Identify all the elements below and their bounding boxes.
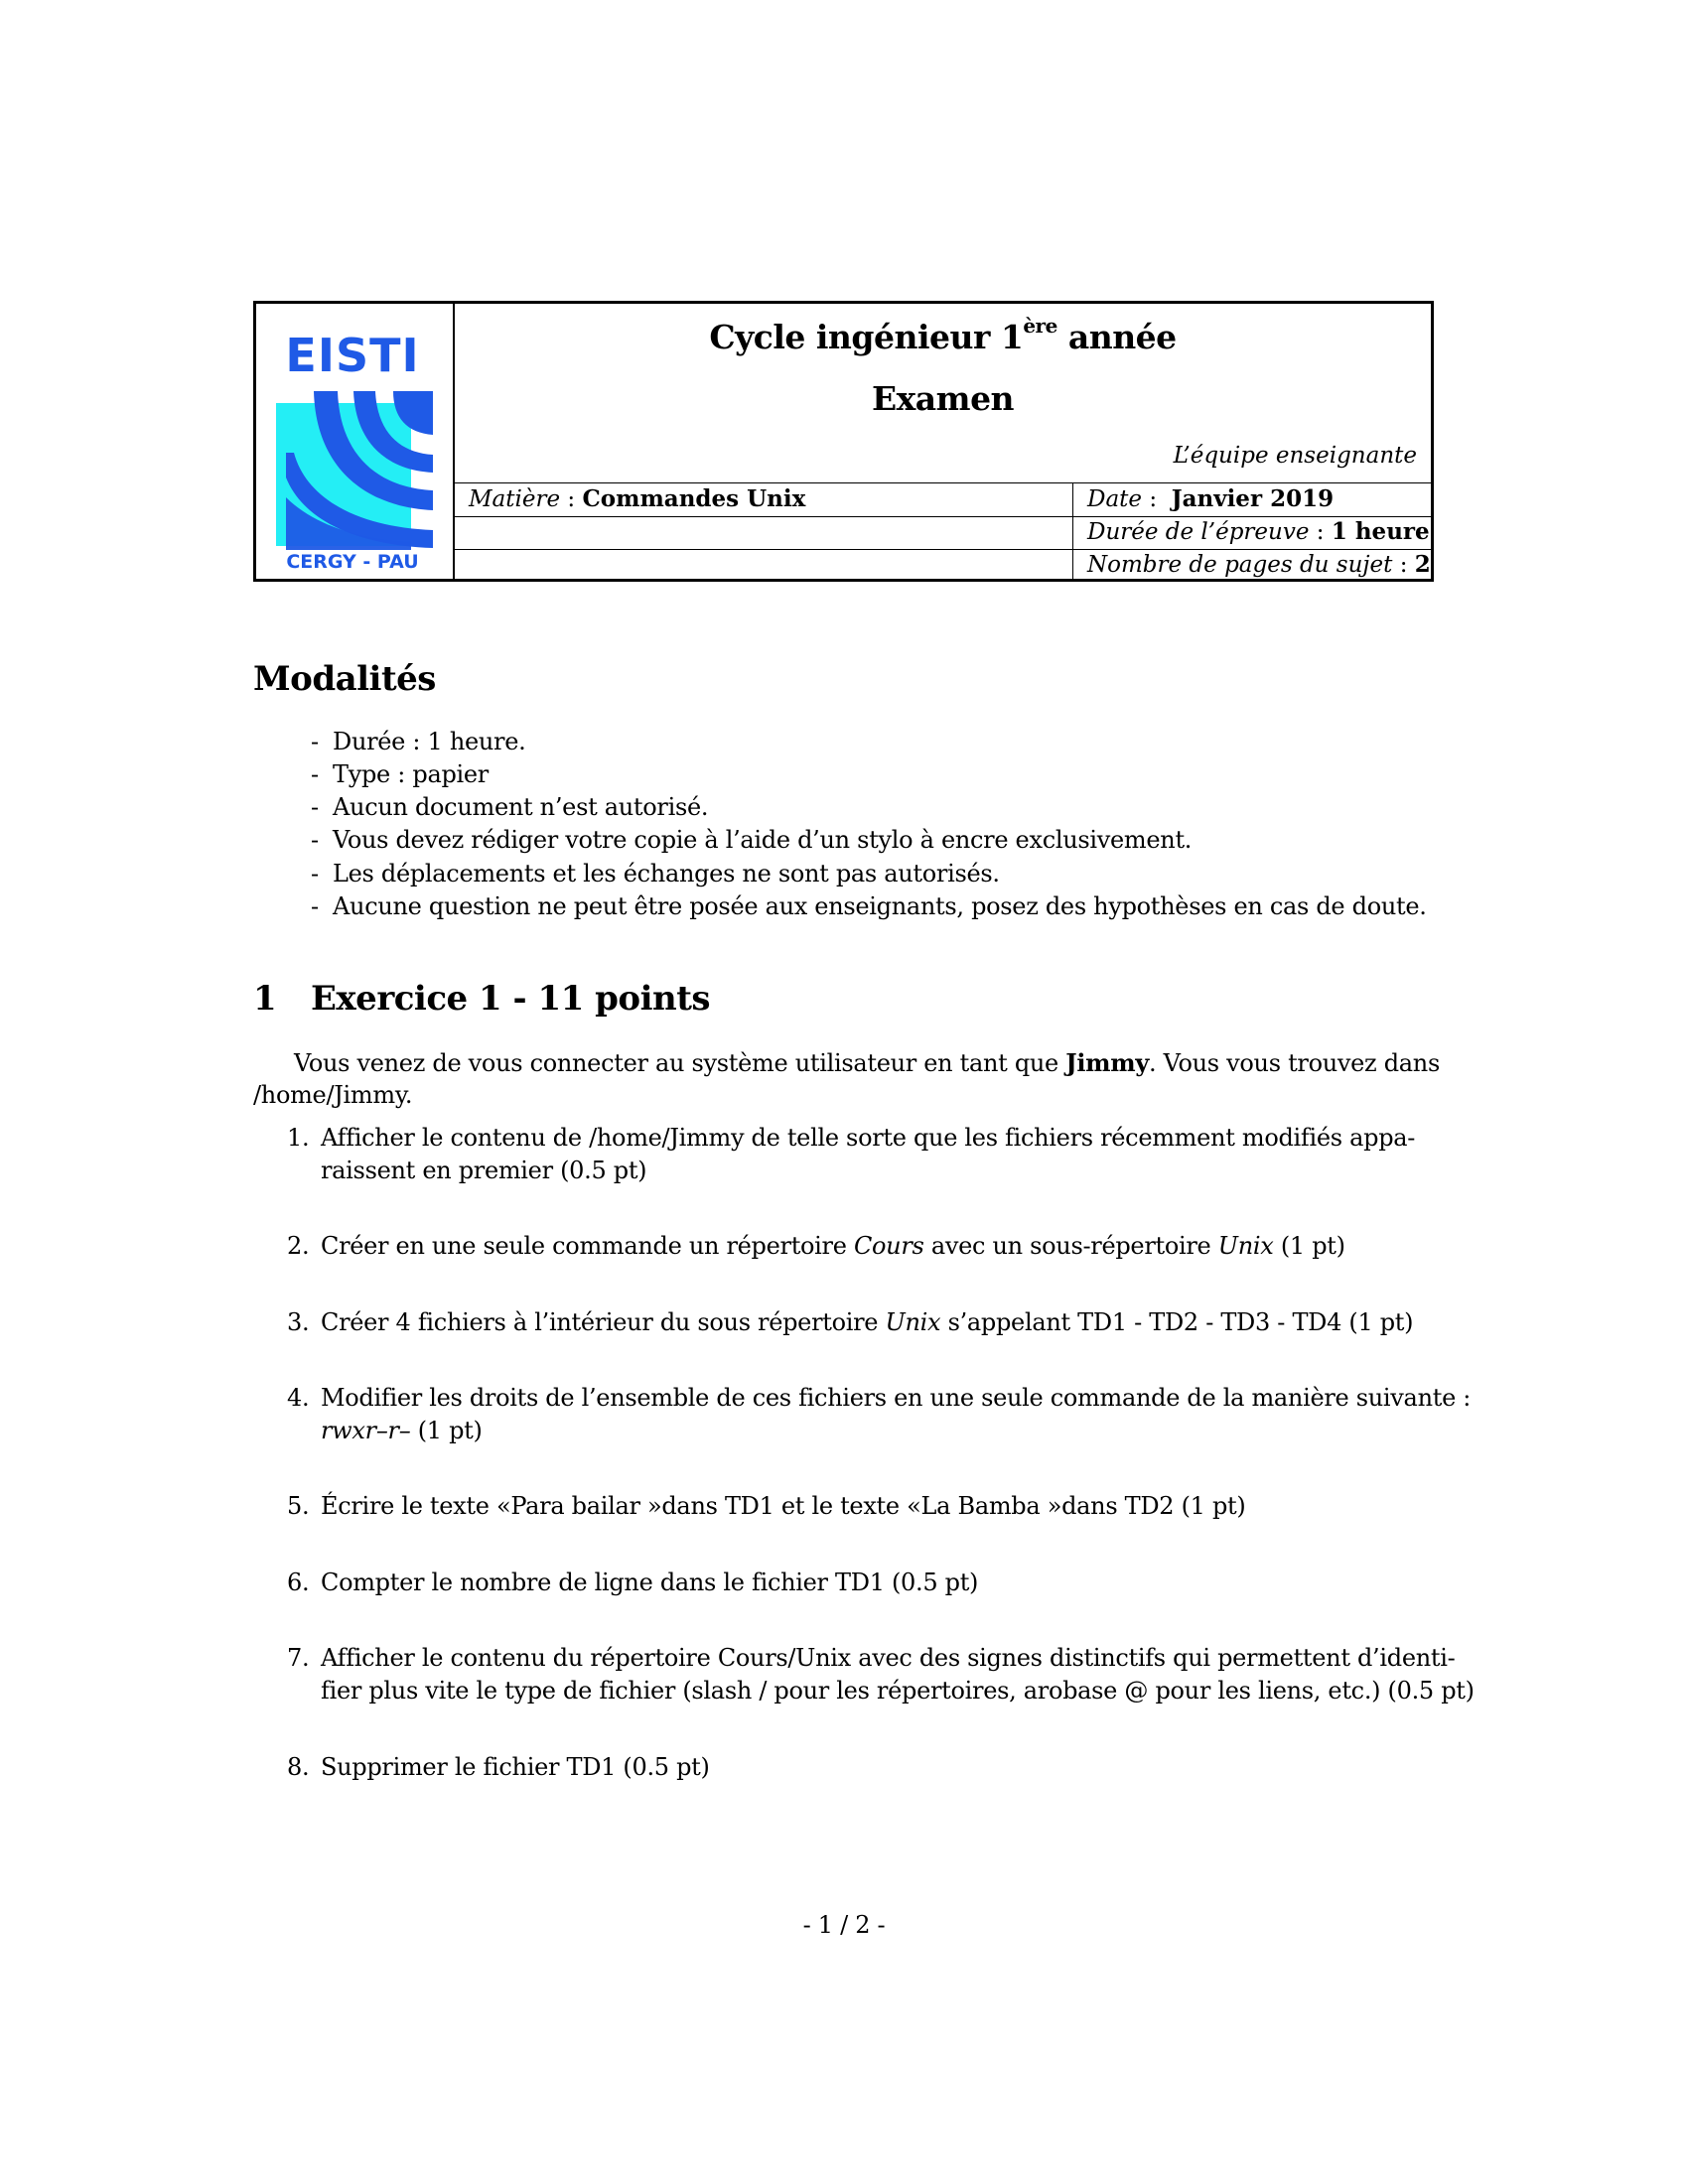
logo-subtitle: CERGY - PAU: [286, 551, 419, 573]
modalite-item: [311, 760, 489, 788]
modalite-item: [311, 826, 1192, 854]
date-label: Date: [1087, 486, 1143, 512]
table-column-divider: [1072, 482, 1073, 582]
modalite-item: [311, 728, 525, 755]
question-8: [287, 1753, 710, 1781]
question-6: [287, 1569, 978, 1596]
question-2: [287, 1232, 1345, 1260]
bullet-dash: -: [311, 826, 319, 854]
page-number: - 1 / 2 -: [802, 1911, 886, 1939]
intro-paragraph: [294, 1048, 1440, 1077]
modalite-text: Vous devez rédiger votre copie à l’aide d’un stylo à encre exclusivement.: [333, 826, 1193, 854]
pages-value: 2: [1414, 551, 1431, 578]
directory-name: Unix: [885, 1308, 941, 1336]
question-4-line2: [321, 1417, 483, 1444]
question-1-line2: raissent en premier (0.5 pt): [321, 1157, 647, 1184]
question-1: [287, 1124, 1415, 1152]
question-7-line2: fier plus vite le type de fichier (slash / pour les répertoires, arobase @ pour les liens, etc.) (0.5 pt): [321, 1677, 1475, 1705]
question-5: [287, 1492, 1245, 1520]
logo-cell: [256, 304, 455, 579]
modalite-text: Les déplacements et les échanges ne sont pas autorisés.: [333, 860, 1000, 887]
date-cell: [1087, 485, 1334, 512]
permissions: rwxr–r–: [321, 1417, 411, 1444]
modalite-text: Durée : 1 heure.: [333, 728, 526, 755]
modalite-text: Aucun document n’est autorisé.: [333, 793, 709, 821]
bullet-dash: -: [311, 760, 319, 788]
separator: :: [560, 486, 583, 512]
question-number: 2.: [287, 1232, 310, 1260]
separator: :: [1309, 519, 1332, 545]
question-points: (1 pt): [1273, 1232, 1345, 1260]
pages-cell: [1087, 551, 1431, 578]
question-text: avec un sous-répertoire: [923, 1232, 1218, 1260]
intro-paragraph-line2: /home/Jimmy.: [253, 1081, 413, 1109]
modalites-heading: Modalités: [253, 659, 436, 699]
question-text: Supprimer le fichier TD1 (0.5 pt): [321, 1753, 710, 1781]
question-text: Modifier les droits de l’ensemble de ces fichiers en une seule commande de la manière suivante :: [321, 1384, 1472, 1412]
logo-title: EISTI: [285, 329, 420, 382]
bullet-dash: -: [311, 892, 319, 920]
question-number: 1.: [287, 1124, 310, 1152]
question-number: 7.: [287, 1644, 310, 1672]
question-text: Afficher le contenu du répertoire Cours/Unix avec des signes distinctifs qui permettent d’identi-: [321, 1644, 1456, 1672]
header-table: [253, 301, 1434, 582]
intro-text: . Vous vous trouvez dans: [1149, 1049, 1440, 1077]
table-divider: [455, 482, 1431, 483]
pages-label: Nombre de pages du sujet: [1087, 552, 1393, 578]
matiere-label: Matière: [469, 486, 561, 512]
section-title: Exercice 1 - 11 points: [311, 979, 711, 1019]
question-number: 6.: [287, 1569, 310, 1596]
modalite-item: [311, 892, 1427, 920]
date-value: Janvier 2019: [1171, 485, 1335, 512]
question-points: (1 pt): [410, 1417, 483, 1444]
duree-cell: [1087, 518, 1430, 545]
matiere-cell: [469, 485, 805, 512]
question-text: Créer en une seule commande un répertoire: [321, 1232, 854, 1260]
exercise-heading: [253, 979, 710, 1019]
exam-subtitle: Examen: [871, 379, 1015, 418]
modalite-text: Aucune question ne peut être posée aux enseignants, posez des hypothèses en cas de doute.: [333, 892, 1427, 920]
title-suffix: année: [1056, 318, 1177, 356]
question-number: 5.: [287, 1492, 310, 1520]
directory-name: Cours: [853, 1232, 924, 1260]
question-text: s’appelant TD1 - TD2 - TD3 - TD4 (1 pt): [940, 1308, 1414, 1336]
question-4: [287, 1384, 1471, 1412]
question-number: 3.: [287, 1308, 310, 1336]
question-7: [287, 1644, 1455, 1672]
separator: :: [1392, 552, 1415, 578]
question-text: Afficher le contenu de /home/Jimmy de telle sorte que les fichiers récemment modifiés appa-: [321, 1124, 1416, 1152]
question-text: Écrire le texte «Para bailar »dans TD1 et le texte «La Bamba »dans TD2 (1 pt): [321, 1492, 1246, 1520]
user-name: Jimmy: [1065, 1048, 1150, 1077]
bullet-dash: -: [311, 860, 319, 887]
title-area: [455, 304, 1431, 482]
author: L’équipe enseignante: [1173, 443, 1417, 469]
separator: :: [1142, 486, 1172, 512]
modalite-item: [311, 793, 708, 821]
table-divider: [455, 549, 1431, 550]
directory-name: Unix: [1217, 1232, 1274, 1260]
exam-title: [455, 314, 1431, 356]
intro-text: Vous venez de vous connecter au système utilisateur en tant que: [294, 1049, 1066, 1077]
eisti-logo: [256, 304, 452, 579]
modalite-item: [311, 860, 1000, 887]
section-number: 1: [253, 979, 277, 1019]
question-number: 4.: [287, 1384, 310, 1412]
question-number: 8.: [287, 1753, 310, 1781]
duree-value: 1 heure: [1331, 518, 1430, 545]
question-text: Compter le nombre de ligne dans le fichier TD1 (0.5 pt): [321, 1569, 979, 1596]
question-text: Créer 4 fichiers à l’intérieur du sous répertoire: [321, 1308, 886, 1336]
title-prefix: Cycle ingénieur 1: [709, 318, 1024, 356]
modalite-text: Type : papier: [333, 760, 489, 788]
question-3: [287, 1308, 1413, 1336]
title-superscript: ère: [1023, 314, 1057, 338]
matiere-value: Commandes Unix: [582, 485, 806, 512]
table-divider: [455, 516, 1431, 517]
duree-label: Durée de l’épreuve: [1087, 519, 1310, 545]
bullet-dash: -: [311, 793, 319, 821]
bullet-dash: -: [311, 728, 319, 755]
